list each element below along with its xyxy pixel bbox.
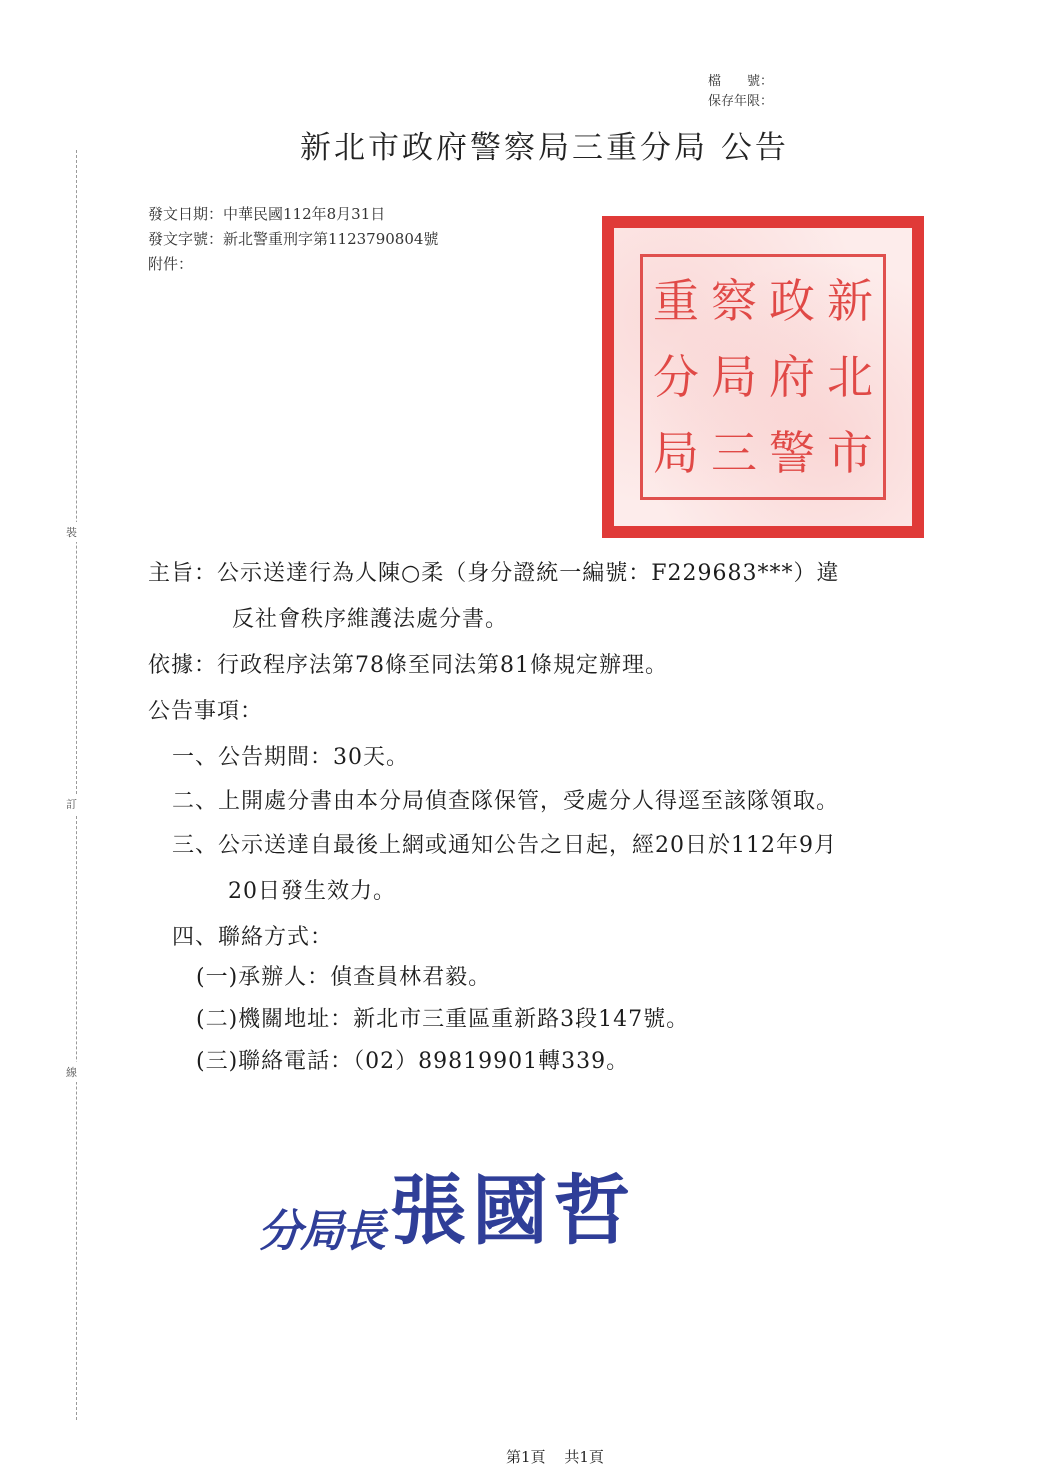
notice-item-3-line-2: 20日發生效力。	[228, 879, 396, 904]
binding-mark-xian: 線	[66, 1062, 77, 1082]
official-seal	[602, 216, 924, 538]
seal-char: 新	[827, 274, 873, 328]
seal-char: 局	[653, 426, 699, 480]
notice-heading: 公告事項：	[148, 699, 264, 724]
seal-char: 政	[769, 274, 815, 328]
notice-item-1: 一、公告期間：30天。	[172, 745, 409, 770]
page-footer	[506, 1446, 618, 1467]
page-title: 新北市政府警察局三重分局 公告	[300, 130, 789, 166]
document-info	[148, 202, 438, 277]
binding-line	[76, 150, 77, 1420]
seal-column	[769, 263, 815, 491]
contact-item-3: (三)聯絡電話：（02）89819901轉339。	[196, 1049, 630, 1074]
issue-date: 發文日期：中華民國112年8月31日	[148, 205, 386, 223]
attachment-label: 附件：	[148, 255, 194, 273]
seal-char: 局	[711, 350, 757, 404]
seal-char: 警	[769, 426, 815, 480]
binding-mark-ding: 訂	[66, 794, 77, 814]
signature-name: 張國哲	[390, 1166, 636, 1255]
reference-number: 發文字號：新北警重刑字第1123790804號	[148, 230, 439, 248]
seal-column	[653, 263, 699, 491]
seal-inner-frame	[640, 254, 886, 500]
seal-char: 市	[827, 426, 873, 480]
contact-item-1: (一)承辦人：偵查員林君毅。	[196, 965, 492, 990]
seal-char: 察	[711, 274, 757, 328]
seal-char: 北	[827, 350, 873, 404]
seal-char: 三	[711, 426, 757, 480]
file-number-label: 檔 號：	[708, 74, 774, 89]
signature-title: 分局長	[258, 1206, 384, 1257]
notice-item-2: 二、上開處分書由本分局偵查隊保管，受處分人得逕至該隊領取。	[172, 789, 840, 814]
total-pages: 共1頁	[564, 1448, 604, 1466]
page-number: 第1頁	[506, 1448, 546, 1466]
basis-line: 依據：行政程序法第78條至同法第81條規定辦理。	[148, 653, 668, 678]
chief-signature-stamp	[258, 1150, 636, 1259]
file-meta	[708, 72, 773, 112]
notice-item-4: 四、聯絡方式：	[172, 925, 334, 950]
contact-item-2: (二)機關地址：新北市三重區重新路3段147號。	[196, 1007, 690, 1032]
seal-char: 分	[653, 350, 699, 404]
seal-char: 重	[653, 274, 699, 328]
seal-char: 府	[769, 350, 815, 404]
retention-label: 保存年限：	[708, 94, 774, 109]
binding-mark-zhuang: 裝	[66, 522, 77, 542]
subject-line-2: 反社會秩序維護法處分書。	[232, 607, 509, 632]
seal-column	[711, 263, 757, 491]
subject-line-1: 主旨：公示送達行為人陳○柔（身分證統一編號：F229683***）違	[148, 561, 840, 586]
notice-item-3-line-1: 三、公示送達自最後上網或通知公告之日起，經20日於112年9月	[172, 833, 837, 858]
seal-column	[827, 263, 873, 491]
